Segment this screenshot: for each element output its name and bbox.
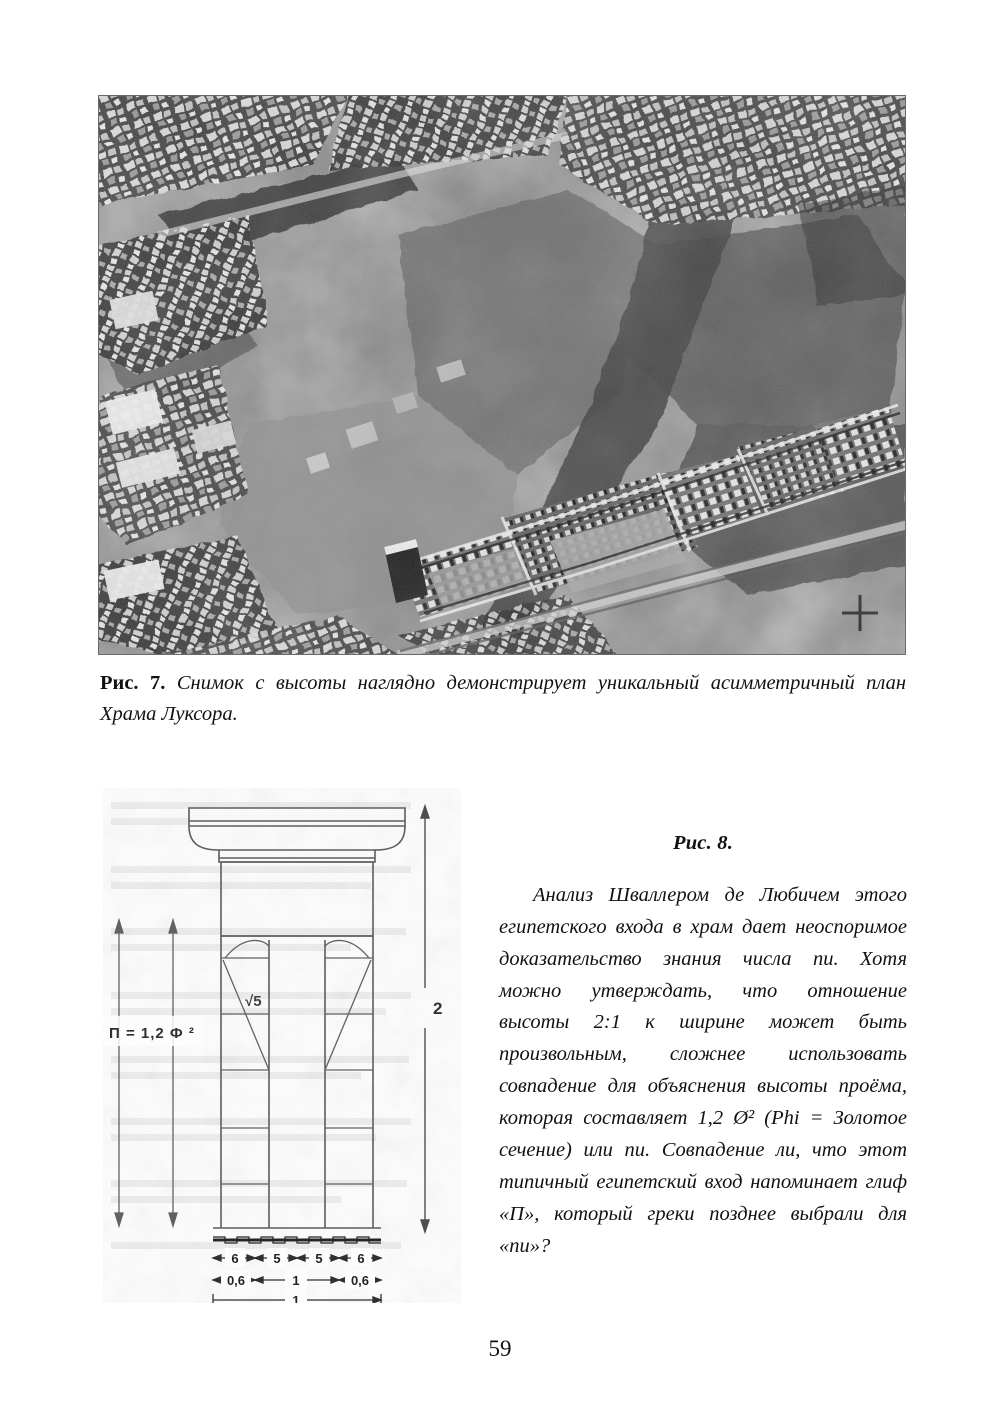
aerial-photograph-image (98, 95, 906, 655)
figure8-heading: Рис. 8. (672, 832, 734, 854)
aerial-photograph (98, 95, 906, 655)
page-number: 59 (488, 1336, 512, 1361)
figure8-text-column (499, 828, 907, 1262)
pylon-diagram-image (103, 788, 461, 1303)
figure7-caption (100, 668, 906, 730)
figure7-caption-text: Снимок с высоты наглядно демонстрирует уникальный асимметричный план Храма Луксора. (100, 672, 907, 725)
figure7-caption-lead: Рис. 7. (100, 672, 166, 694)
figure8-body-text: Анализ Шваллером де Любичем этого египетского входа в храм дает неоспоримое доказательство знания числа пи. Хотя можно утверждать, что отношение высоты 2:1 к ширине может быть произвольным, сложнее использовать совпадение для объяснения высоты проёма, которая составляет 1,2 Ø² (Phi = Золотое сечение) или пи. Совпадение ли, что этот типичный египетский вход напоминает глиф «П», который греки позднее выбрали для «пи»? (499, 883, 907, 1257)
pylon-gateway-diagram (103, 788, 461, 1303)
